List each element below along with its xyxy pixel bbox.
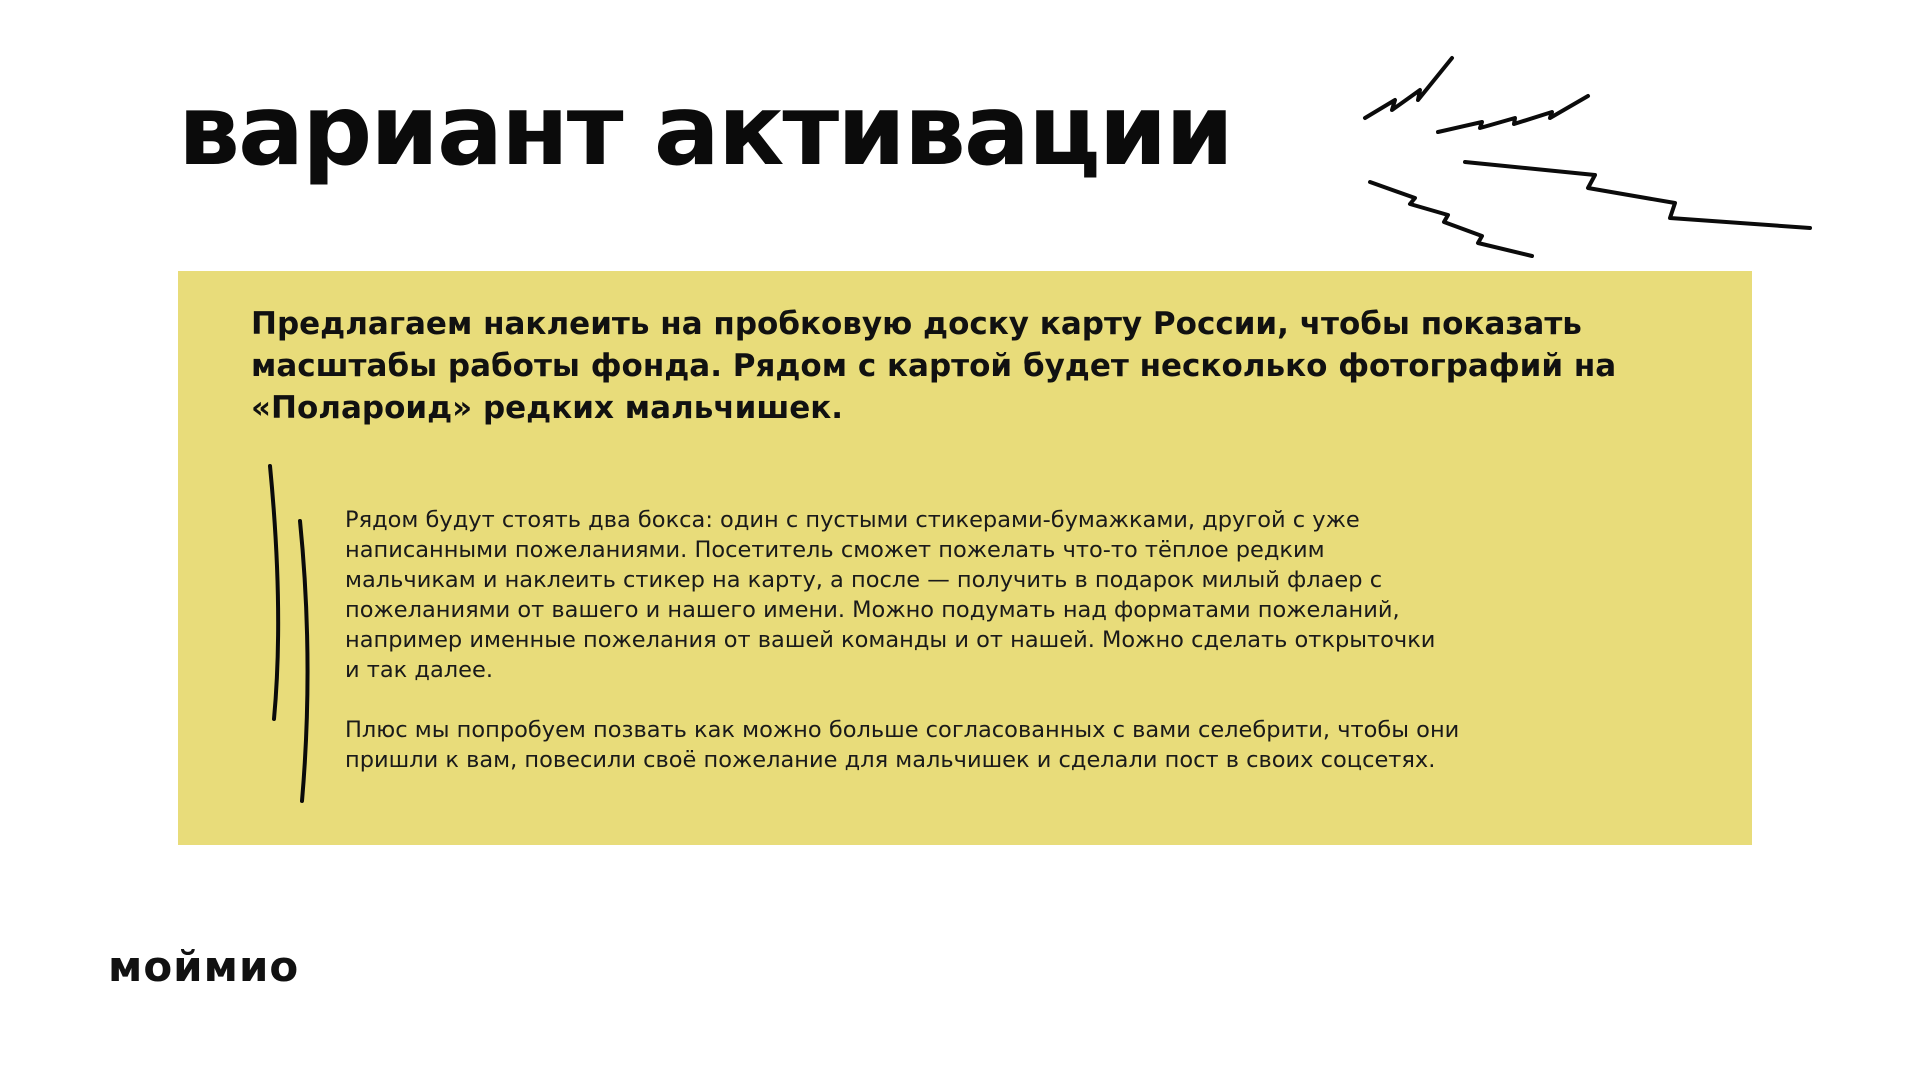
scribble-stroke <box>1465 162 1810 228</box>
brand-logo: моймио <box>108 942 300 991</box>
vertical-lines-decoration <box>258 461 318 811</box>
scribble-stroke <box>1365 58 1452 118</box>
scribble-stroke <box>1370 182 1532 256</box>
page-title: вариант активации <box>178 74 1232 188</box>
description-paragraph: Плюс мы попробуем позвать как можно больше согласованных с вами селебрити, чтобы они пришли к вам, повесили своё пожелание для мальчишек и сделали пост в своих соцсетях. <box>345 717 1460 773</box>
decor-line-right <box>300 521 308 801</box>
content-card <box>178 271 1752 845</box>
lightning-scribble-decoration <box>1340 40 1820 270</box>
decor-line-left <box>270 466 278 719</box>
lead-text: Предлагаем наклеить на пробковую доску карту России, чтобы показать масштабы работы фонда. Рядом с картой будет несколько фотографий на «Полароид» редких мальчишек. <box>251 306 1617 426</box>
scribble-stroke <box>1438 96 1588 132</box>
description <box>345 505 1645 775</box>
description-paragraph: Рядом будут стоять два бокса: один с пустыми стикерами-бумажками, другой с уже написанными пожеланиями. Посетитель сможет пожелать что-то тёплое редким мальчикам и наклеить стикер на карту, а после — получить в подарок милый флаер с пожеланиями от вашего и нашего имени. Можно подумать над форматами пожеланий, например именные пожелания от вашей команды и от нашей. Можно сделать открыточки и так далее. <box>345 507 1436 683</box>
